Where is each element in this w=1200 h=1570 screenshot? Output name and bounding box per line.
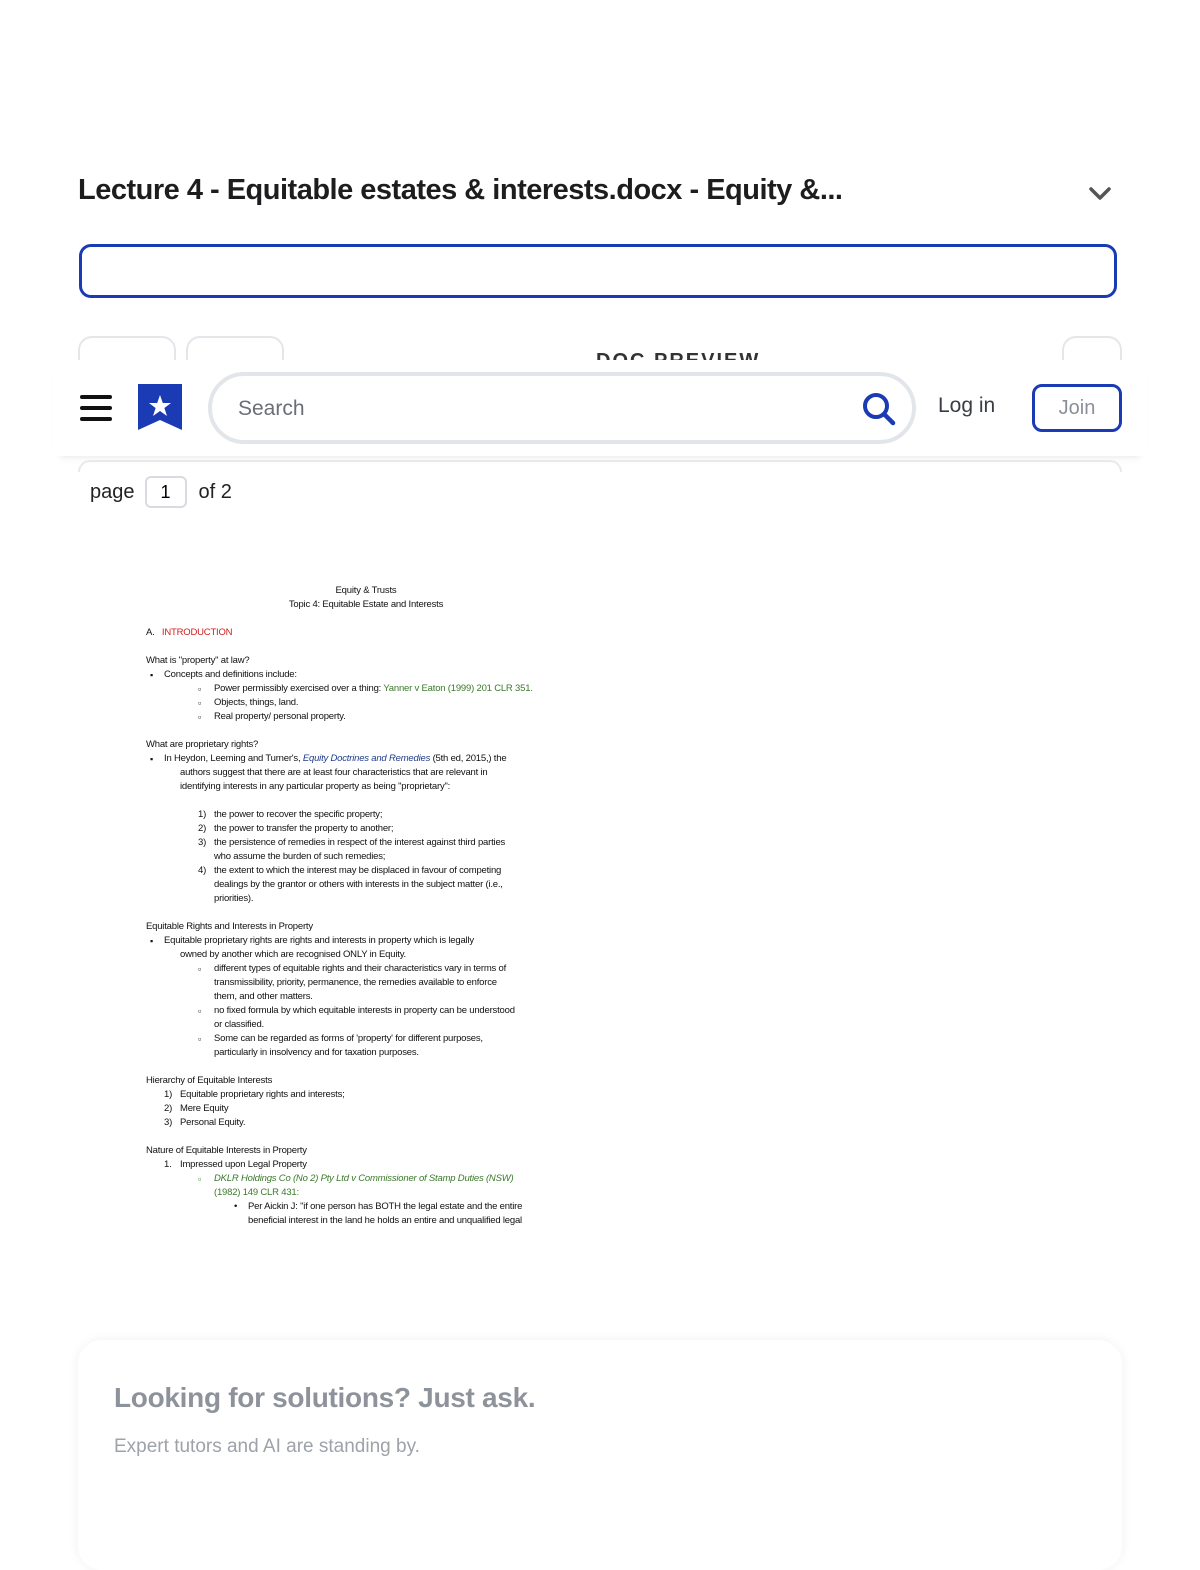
doc-line: transmissibility, priority, permanence, the remedies available to enforce [214,977,497,988]
join-button[interactable]: Join [1032,384,1122,432]
doc-bullet: ▪ Concepts and definitions include: [146,668,586,682]
doc-line: them, and other matters. [214,991,313,1002]
doc-line: or classified. [214,1019,264,1030]
doc-numbered-item: 4) the extent to which the interest may be displaced in favour of competing [198,865,502,876]
search-input[interactable] [236,390,840,428]
doc-bullet: ▪ In Heydon, Leeming and Turner's, Equity Doctrines and Remedies (5th ed, 2015,) the [146,752,586,766]
doc-numbered-item: 3) Personal Equity. [164,1117,246,1128]
solutions-title: Looking for solutions? Just ask. [114,1382,536,1413]
doc-sub-bullet: ▫ Some can be regarded as forms of 'property' for different purposes, [146,1032,586,1046]
doc-question: Hierarchy of Equitable Interests [146,1075,273,1086]
search-icon[interactable] [860,390,898,428]
doc-numbered-item: 2) Mere Equity [164,1103,229,1114]
doc-line: identifying interests in any particular property as being "proprietary": [180,781,451,792]
doc-title: Equity & Trusts [335,585,397,596]
doc-numbered-item: 3) the persistence of remedies in respect of the interest against third parties [198,837,506,848]
doc-sub-sub-bullet: • Per Aickin J: "if one person has BOTH the legal estate and the entire [146,1200,586,1214]
doc-subtitle: Topic 4: Equitable Estate and Interests [288,599,444,610]
doc-line: who assume the burden of such remedies; [214,851,386,862]
solutions-subtitle: Expert tutors and AI are standing by. [114,1436,420,1457]
doc-line: owned by another which are recognised ONLY in Equity. [180,949,406,960]
doc-line: (1982) 149 CLR 431: [214,1187,299,1198]
chevron-down-icon[interactable] [1086,182,1114,206]
doc-numbered-item: 1) Equitable proprietary rights and interests; [164,1089,345,1100]
doc-line: beneficial interest in the land he holds an entire and unqualified legal [248,1215,522,1226]
doc-sub-bullet: ▫ different types of equitable rights and their characteristics vary in terms of [146,962,586,976]
page-navigator [90,476,232,508]
page-total: of 2 [198,480,232,503]
logo-icon[interactable] [136,382,184,432]
doc-numbered-item: 2) the power to transfer the property to another; [198,823,394,834]
doc-question: Nature of Equitable Interests in Property [146,1145,307,1156]
section-heading: A. INTRODUCTION [146,627,233,638]
doc-question: What is "property" at law? [146,655,250,666]
doc-line: dealings by the grantor or others with interests in the subject matter (i.e., [214,879,503,890]
page-number-input[interactable] [145,476,187,508]
top-navbar [54,360,1146,456]
doc-sub-bullet: ▫ Objects, things, land. [146,696,586,710]
page-label: page [90,480,135,503]
doc-line: priorities). [214,893,254,904]
doc-question: Equitable Rights and Interests in Property [146,921,313,932]
document-title: Lecture 4 - Equitable estates & interests.docx - Equity &... [78,174,843,206]
document-page [146,584,586,1228]
doc-bullet: ▪ Equitable proprietary rights are rights and interests in property which is legally [146,934,586,948]
doc-sub-bullet: ▫ Real property/ personal property. [146,710,586,724]
doc-line: particularly in insolvency and for taxation purposes. [214,1047,419,1058]
doc-question: What are proprietary rights? [146,739,259,750]
doc-sub-bullet: ▫ DKLR Holdings Co (No 2) Pty Ltd v Commissioner of Stamp Duties (NSW) [146,1172,586,1186]
doc-line: authors suggest that there are at least four characteristics that are relevant in [180,767,488,778]
doc-sub-bullet: ▫ no fixed formula by which equitable interests in property can be understood [146,1004,586,1018]
doc-sub-bullet: ▫ Power permissibly exercised over a thing: Yanner v Eaton (1999) 201 CLR 351. [146,682,586,696]
document-frame [78,460,1122,472]
menu-icon[interactable] [80,395,112,421]
doc-numbered-item: 1) the power to recover the specific property; [198,809,383,820]
doc-numbered-item: 1. Impressed upon Legal Property [164,1159,307,1170]
login-link[interactable]: Log in [938,394,996,417]
search-bar [208,372,916,444]
document-toolbar [78,336,1122,360]
info-banner [79,244,1117,298]
